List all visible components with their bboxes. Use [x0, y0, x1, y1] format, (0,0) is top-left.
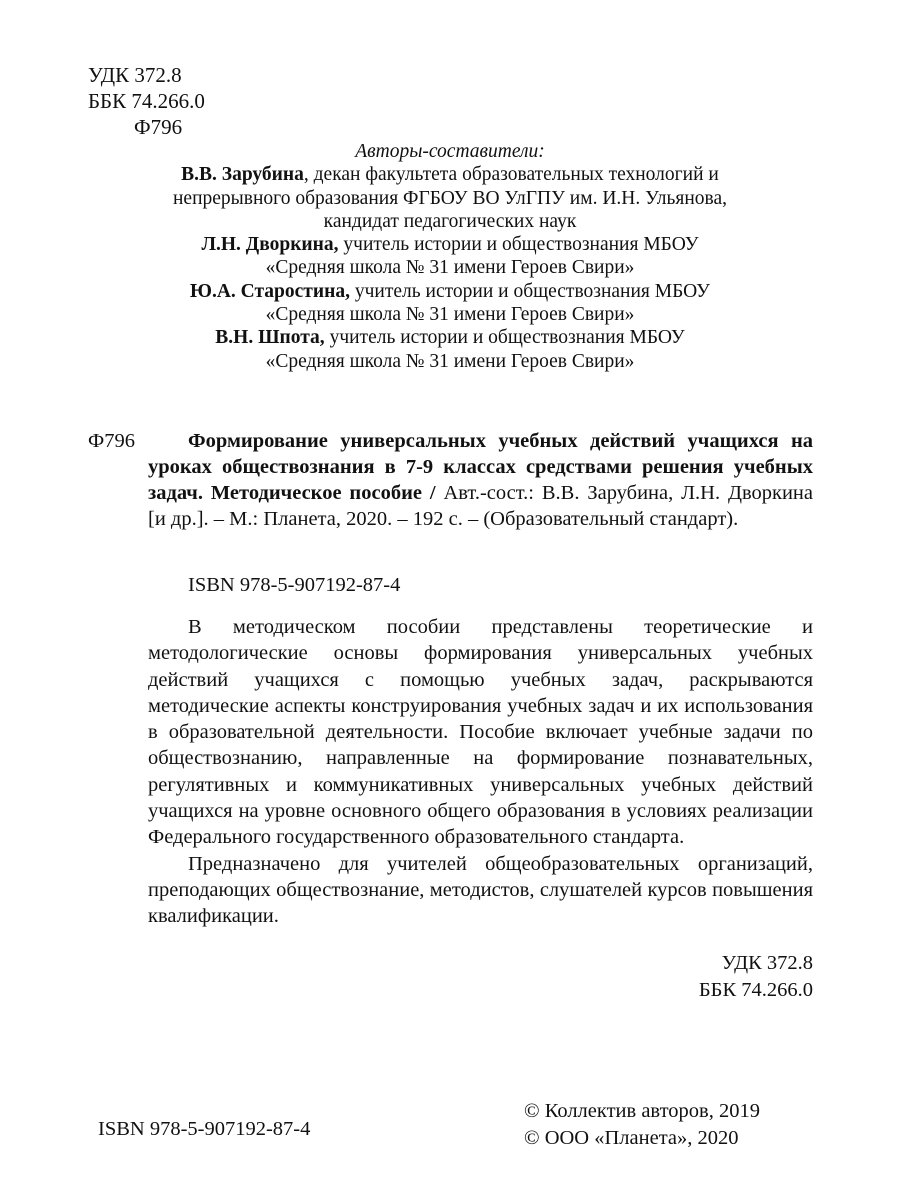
classification-codes-top [88, 62, 205, 140]
authors-block [110, 140, 790, 373]
author-entry [110, 233, 790, 280]
book-title: Формирование универсальных учебных действий учащихся на уроках обществознания в 7-9 классах средствами решения учебных задач. Методическое пособие / [148, 430, 813, 504]
author-description: «Средняя школа № 31 имени Героев Свири» [265, 304, 635, 326]
classification-codes-bottom [699, 950, 813, 1004]
bbk-code: ББК 74.266.0 [88, 89, 205, 113]
author-entry [110, 280, 790, 327]
bbk-code: ББК 74.266.0 [698, 979, 813, 1001]
author-description: непрерывного образования ФГБОУ ВО УлГПУ им. И.Н. Ульянова, [173, 187, 727, 209]
author-entry [110, 326, 790, 373]
author-name: Л.Н. Дворкина, [201, 234, 339, 256]
author-name: В.В. Зарубина [181, 164, 304, 186]
udk-code: УДК 372.8 [721, 952, 813, 974]
author-description: кандидат педагогических наук [323, 210, 577, 232]
copyright-authors: © Коллектив авторов, 2019 [524, 1100, 760, 1122]
audience-paragraph: Предназначено для учителей общеобразовательных организаций, преподающих обществознание, методистов, слушателей курсов повышения квалификации. [148, 852, 813, 928]
author-description: учитель истории и обществознания МБОУ [338, 234, 699, 256]
author-description: «Средняя школа № 31 имени Героев Свири» [265, 257, 635, 279]
author-description: «Средняя школа № 31 имени Героев Свири» [265, 350, 635, 372]
bibliographic-entry [88, 428, 813, 532]
author-cipher: Ф796 [134, 115, 183, 139]
author-name: В.Н. Шпота, [215, 327, 325, 349]
author-entry [110, 163, 790, 233]
isbn-footer: ISBN 978-5-907192-87-4 [98, 1118, 311, 1140]
copyright-publisher: © ООО «Планета», 2020 [524, 1127, 739, 1149]
author-description: учитель истории и обществознания МБОУ [324, 327, 685, 349]
copyright-notices [524, 1098, 760, 1152]
udk-code: УДК 372.8 [88, 63, 182, 87]
author-name: Ю.А. Старостина, [190, 280, 350, 302]
annotation [148, 614, 813, 930]
bibliographic-details: Авт.-сост.: В.В. Зарубина, Л.Н. Дворкина [и др.]. – М.: Планета, 2020. – 192 с. – (Образовательный стандарт). [148, 482, 813, 530]
entry-cipher: Ф796 [88, 430, 135, 452]
annotation-paragraph: В методическом пособии представлены теоретические и методологические основы формирования универсальных учебных действий учащихся с помощью учебных задач, раскрываются методические аспекты конструирования учебных задач и их использования в образовательной деятельности. Пособие включает учебные задачи по обществознанию, направленные на формирование познавательных, регулятивных и коммуникативных универсальных учебных действий учащихся на уровне основного общего образования в условиях реализации Федерального государственного образовательного стандарта. [148, 616, 813, 849]
authors-heading: Авторы-составители: [355, 141, 545, 162]
author-description: учитель истории и обществознания МБОУ [349, 280, 710, 302]
author-description: , декан факультета образовательных технологий и [303, 164, 719, 186]
isbn-line: ISBN 978-5-907192-87-4 [188, 574, 401, 596]
